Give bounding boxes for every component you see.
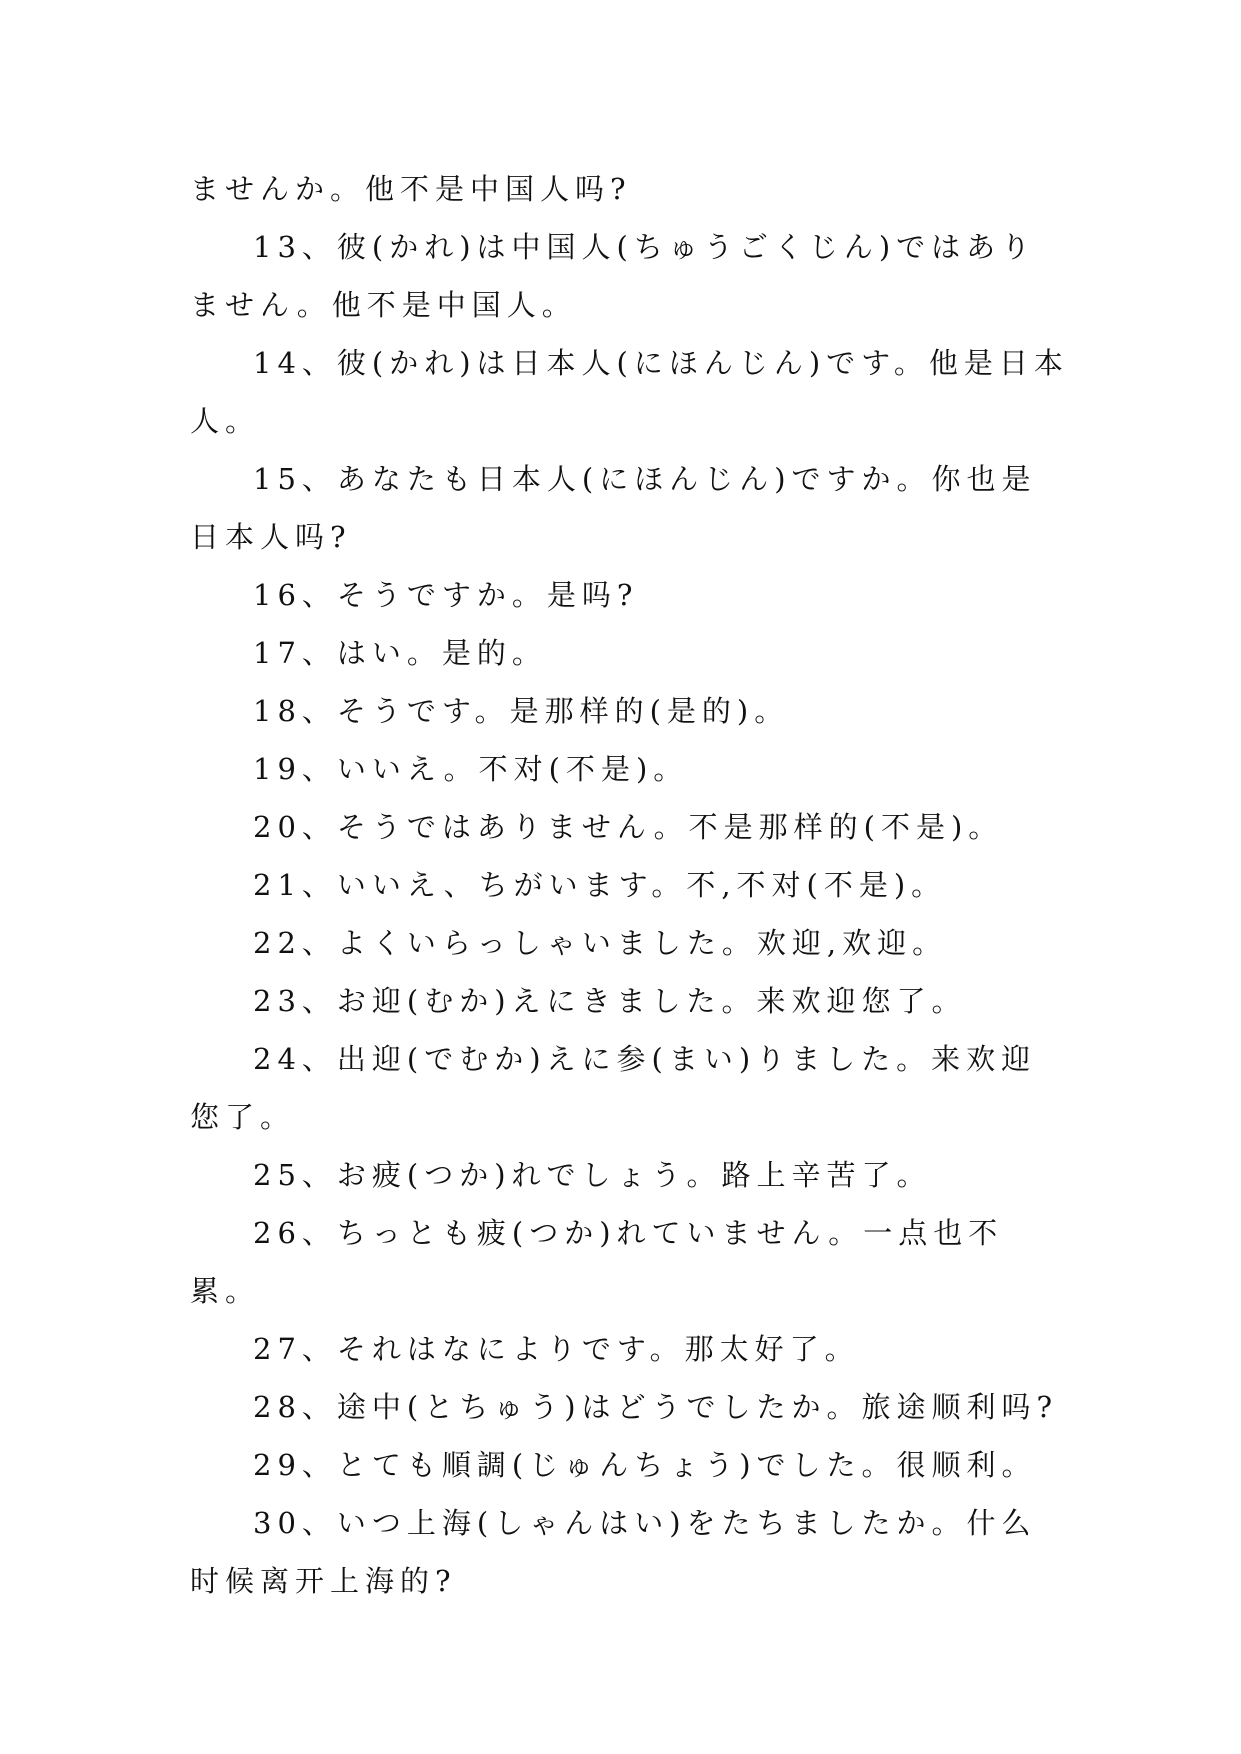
paragraph-14: 14、彼(かれ)は日本人(にほんじん)です。他是日本人。 xyxy=(190,346,1069,438)
paragraph-30: 30、いつ上海(しゃんはい)をたちましたか。什么时候离开上海的? xyxy=(190,1506,1037,1598)
paragraph-22: 22、よくいらっしゃいました。欢迎,欢迎。 xyxy=(253,926,948,960)
paragraph-29: 29、とても順調(じゅんちょう)でした。很顺利。 xyxy=(253,1448,1037,1482)
paragraph-27: 27、それはなによりです。那太好了。 xyxy=(253,1332,860,1366)
paragraph-continuation: ませんか。他不是中国人吗? xyxy=(190,172,632,206)
paragraph-25: 25、お疲(つか)れでしょう。路上辛苦了。 xyxy=(253,1158,932,1192)
paragraph-17: 17、はい。是的。 xyxy=(253,636,547,670)
paragraph-26: 26、ちっとも疲(つか)れていません。一点也不累。 xyxy=(190,1216,1004,1308)
body-text xyxy=(190,160,1070,1610)
paragraph-16: 16、そうですか。是吗? xyxy=(253,578,639,612)
paragraph-28: 28、途中(とちゅう)はどうでしたか。旅途顺利吗? xyxy=(253,1390,1059,1424)
paragraph-13: 13、彼(かれ)は中国人(ちゅうごくじん)ではありません。他不是中国人。 xyxy=(190,230,1037,322)
paragraph-21: 21、いいえ、ちがいます。不,不对(不是)。 xyxy=(253,868,947,902)
paragraph-24: 24、出迎(でむか)えに参(まい)りました。来欢迎您了。 xyxy=(190,1042,1037,1134)
paragraph-23: 23、お迎(むか)えにきました。来欢迎您了。 xyxy=(253,984,967,1018)
paragraph-15: 15、あなたも日本人(にほんじん)ですか。你也是日本人吗? xyxy=(190,462,1037,554)
paragraph-20: 20、そうではありません。不是那样的(不是)。 xyxy=(253,810,1004,844)
paragraph-18: 18、そうです。是那样的(是的)。 xyxy=(253,694,790,728)
paragraph-19: 19、いいえ。不对(不是)。 xyxy=(253,752,689,786)
